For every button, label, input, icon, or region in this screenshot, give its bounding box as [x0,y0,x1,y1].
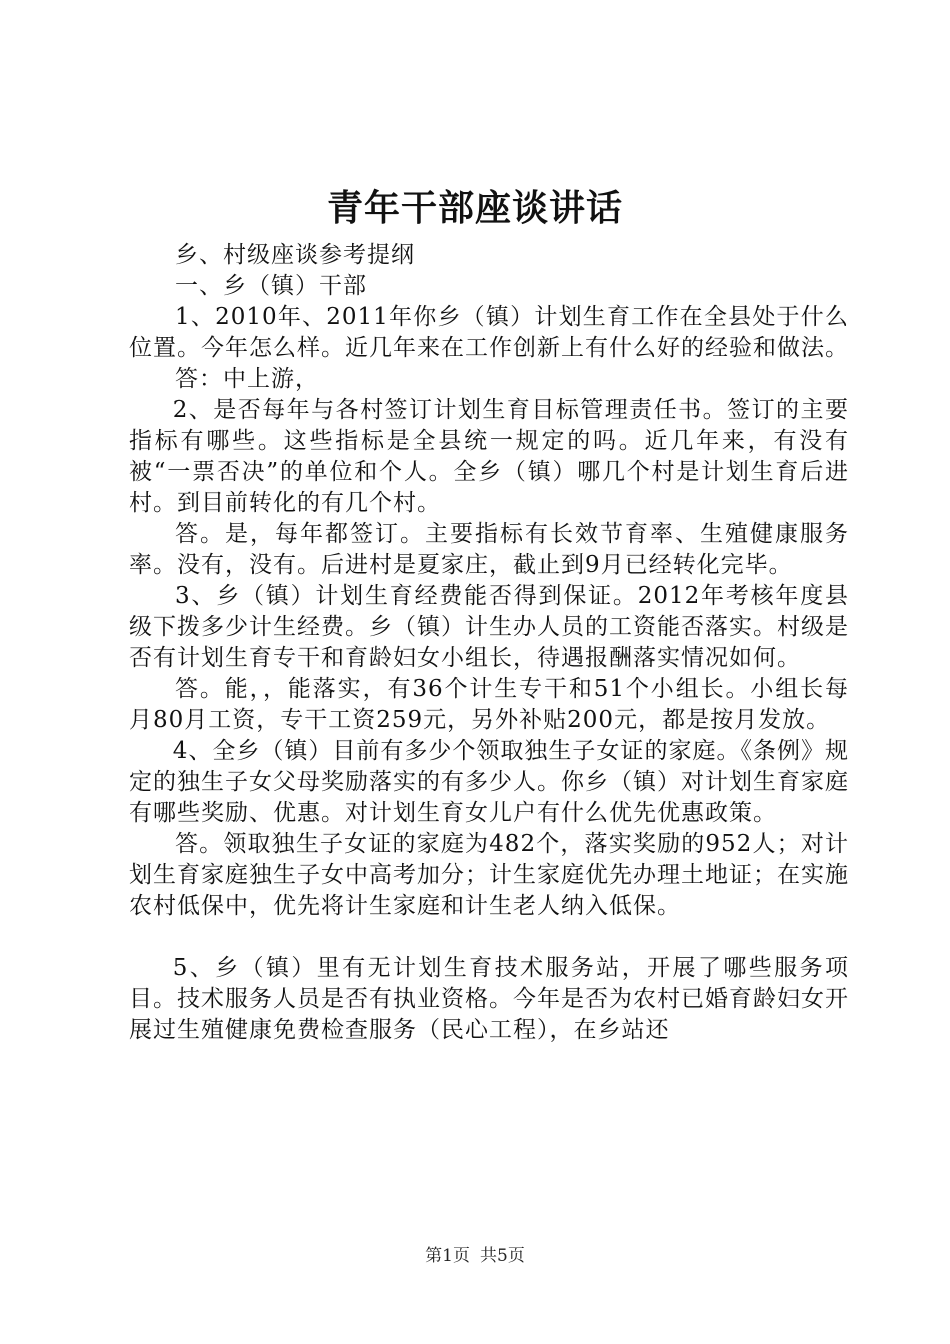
paragraph-question-3: 3、乡（镇）计划生育经费能否得到保证。2012年考核年度县级下拨多少计生经费。乡（镇）计生办人员的工资能否落实。村级是否有计划生育专干和育龄妇女小组长，待遇报酬落实情况如何。 [129,583,849,671]
document-title: 青年干部座谈讲话 [326,187,623,229]
paragraph-question-4: 4、全乡（镇）目前有多少个领取独生子女证的家庭。《条例》规定的独生子女父母奖励落实的有多少人。你乡（镇）对计划生育家庭有哪些奖励、优惠。对计划生育女儿户有什么优先优惠政策。 [129,738,849,826]
paragraph-answer-1: 答：中上游， [175,366,319,392]
page-footer [0,1244,950,1268]
paragraph-section-heading: 一、乡（镇）干部 [175,273,367,299]
paragraph-outline-heading: 乡、村级座谈参考提纲 [175,242,415,268]
paragraph-question-2: 2、是否每年与各村签订计划生育目标管理责任书。签订的主要指标有哪些。这些指标是全县统一规定的吗。近几年来，有没有被“一票否决”的单位和个人。全乡（镇）哪几个村是计划生育后进村。到目前转化的有几个村。 [129,397,849,516]
page-number: 第1页 [425,1246,470,1266]
paragraph-question-1: 1、2010年、2011年你乡（镇）计划生育工作在全县处于什么位置。今年怎么样。近几年来在工作创新上有什么好的经验和做法。 [129,304,849,361]
paragraph-answer-2: 答。是，每年都签订。主要指标有长效节育率、生殖健康服务率。没有，没有。后进村是夏家庄，截止到9月已经转化完毕。 [129,521,849,578]
document-body [129,240,849,1046]
page-total: 共5页 [480,1246,525,1266]
paragraph-answer-4: 答。领取独生子女证的家庭为482个，落实奖励的952人；对计划生育家庭独生子女中高考加分；计生家庭优先办理土地证；在实施农村低保中，优先将计生家庭和计生老人纳入低保。 [129,831,849,919]
paragraph-question-5: 5、乡（镇）里有无计划生育技术服务站，开展了哪些服务项目。技术服务人员是否有执业资格。今年是否为农村已婚育龄妇女开展过生殖健康免费检查服务（民心工程），在乡站还 [129,955,849,1043]
paragraph-answer-3: 答。能，，能落实，有36个计生专干和51个小组长。小组长每月80月工资，专干工资259元，另外补贴200元，都是按月发放。 [129,676,849,733]
